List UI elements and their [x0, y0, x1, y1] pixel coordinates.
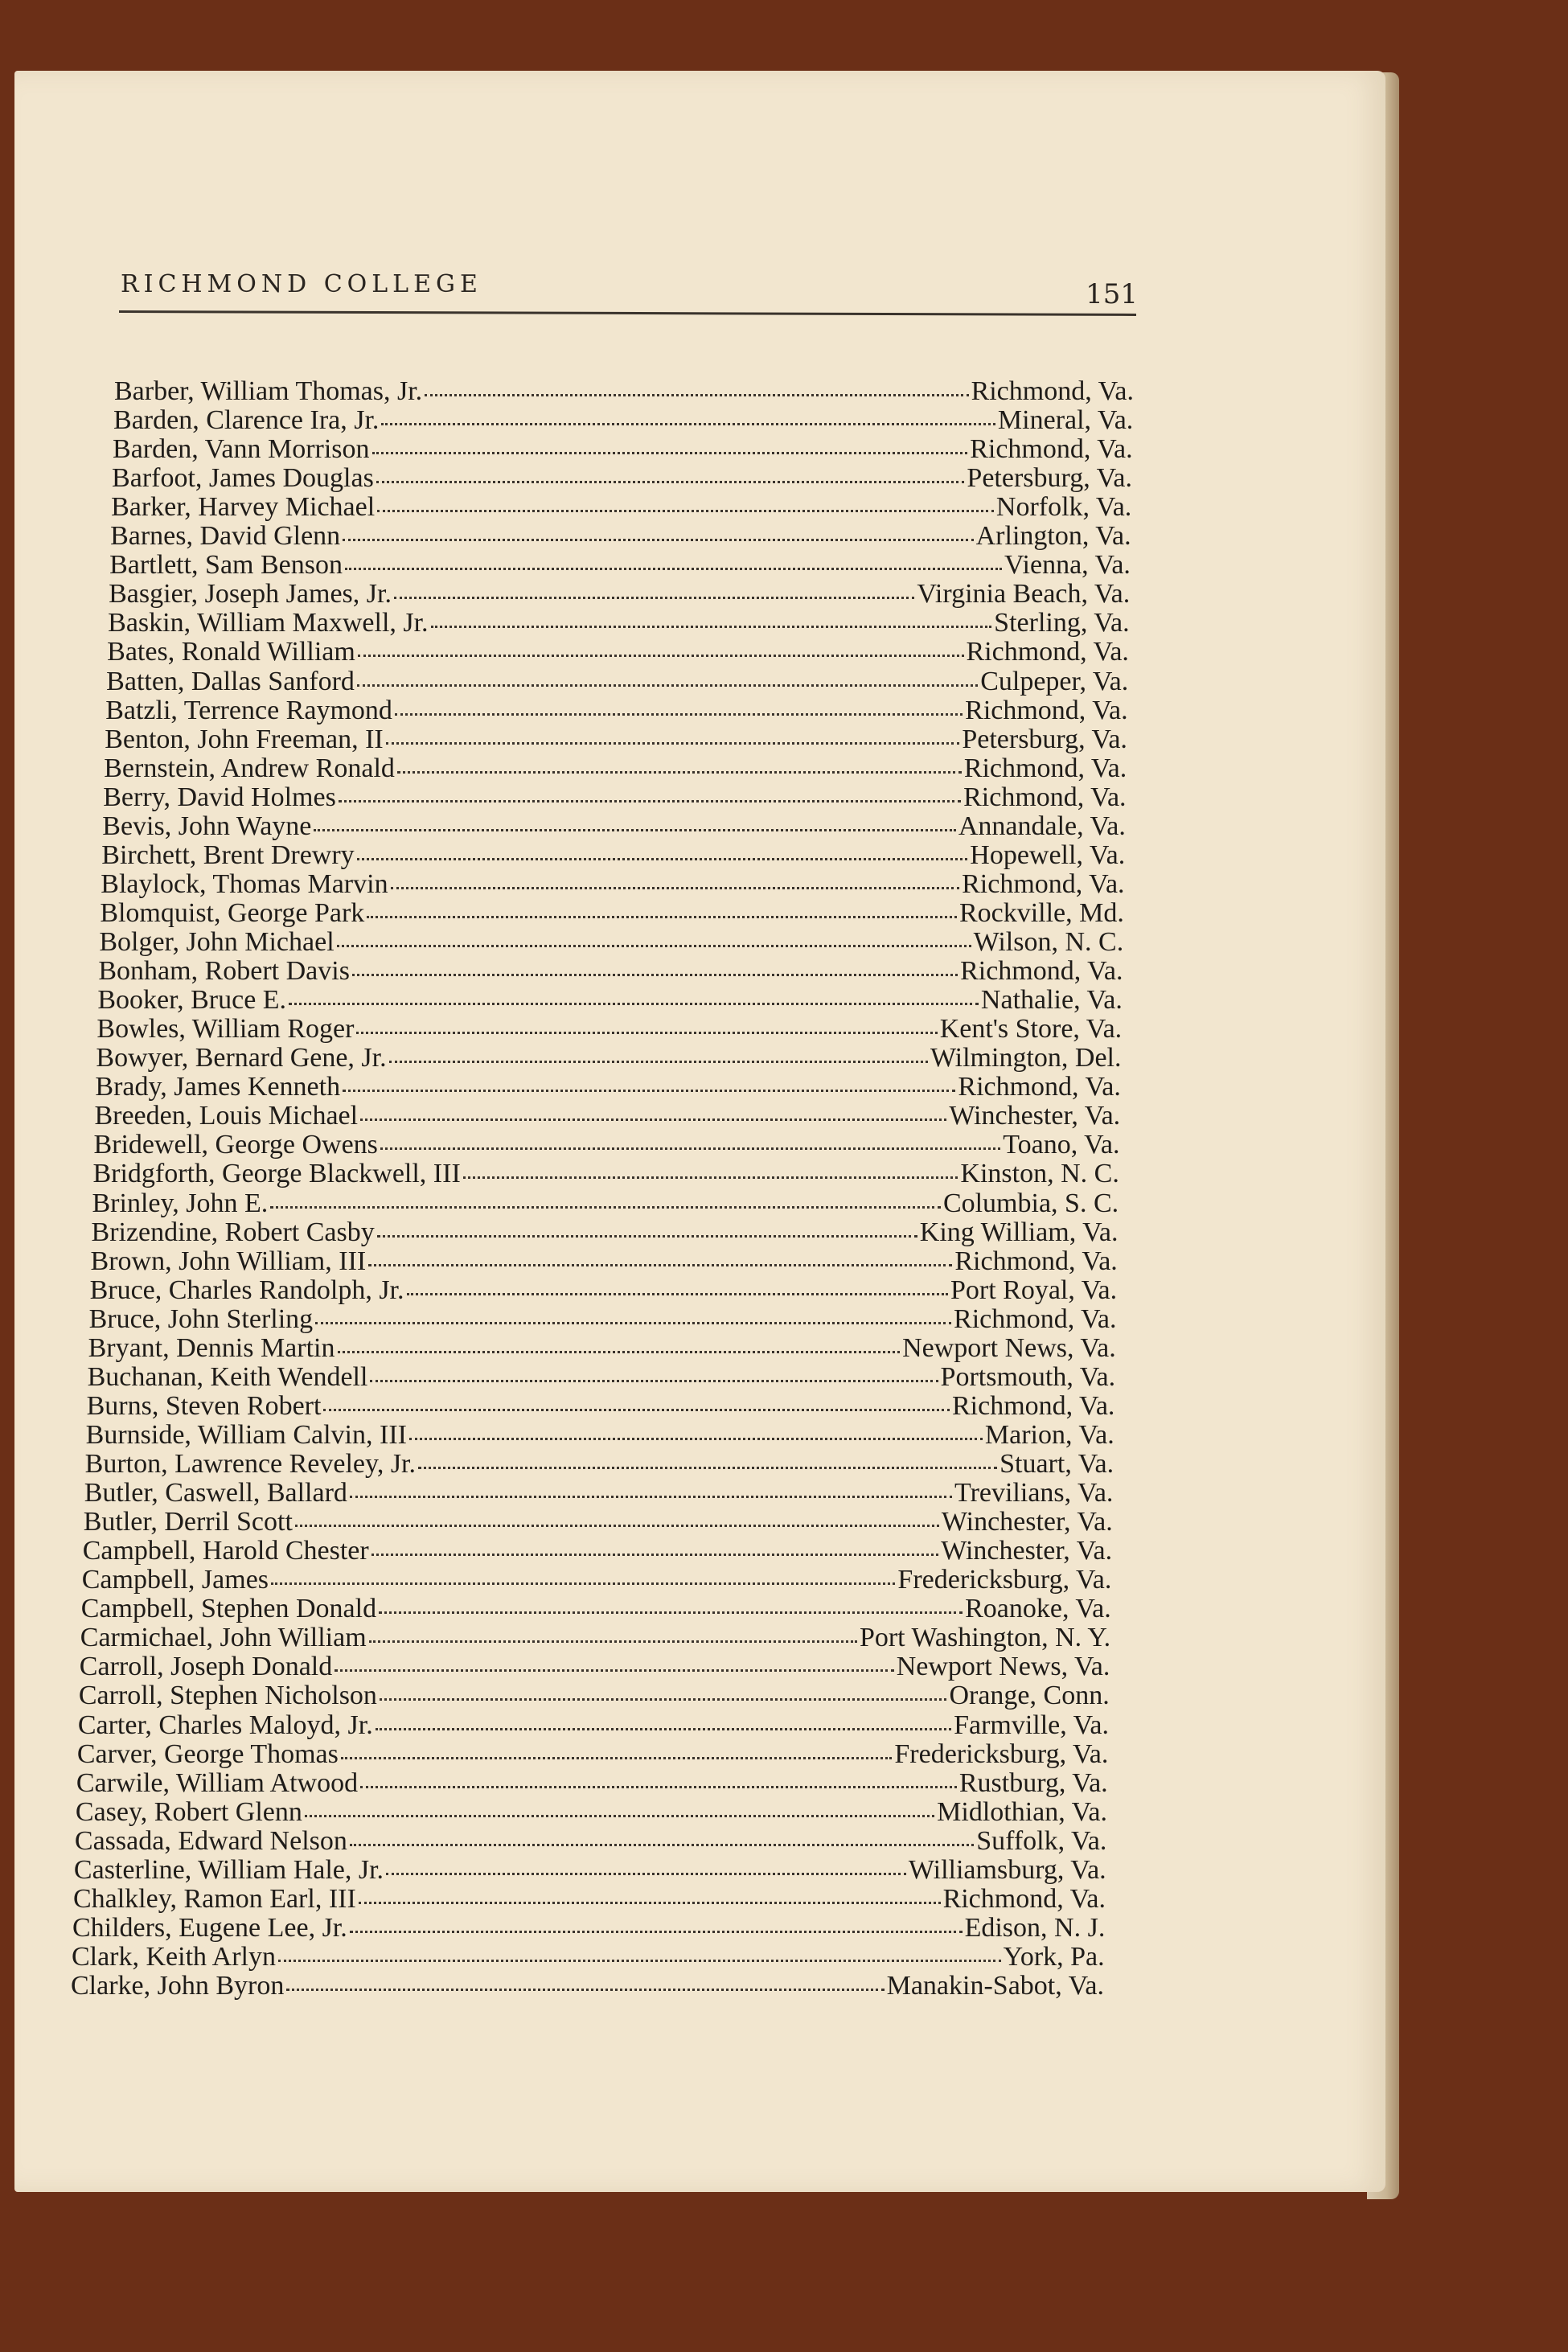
- dot-leader: [418, 1467, 997, 1469]
- hometown: Kent's Store, Va.: [939, 1014, 1123, 1045]
- list-item: [94, 1102, 1120, 1130]
- dot-leader: [350, 1931, 963, 1933]
- student-name: Clarke, John Byron: [71, 1971, 285, 2001]
- list-item: [76, 1767, 1108, 1798]
- list-item: [88, 1303, 1117, 1334]
- hometown: Winchester, Va.: [949, 1101, 1121, 1131]
- dot-leader: [380, 1698, 947, 1701]
- list-item: [85, 1451, 1114, 1478]
- dot-leader: [350, 1844, 974, 1846]
- list-item: [107, 638, 1129, 666]
- hometown: Richmond, Va.: [963, 753, 1127, 783]
- dot-leader: [394, 597, 914, 599]
- list-item: [105, 697, 1127, 724]
- student-name: Bridgforth, George Blackwell, III: [92, 1159, 461, 1189]
- student-name: Butler, Caswell, Ballard: [84, 1478, 347, 1508]
- student-name: Benton, John Freeman, II: [105, 724, 384, 754]
- hometown: Fredericksburg, Va.: [894, 1738, 1109, 1769]
- hometown: Stuart, Va.: [999, 1449, 1114, 1480]
- list-item: [92, 1219, 1119, 1246]
- student-name: Campbell, Stephen Donald: [80, 1594, 377, 1624]
- hometown: Port Royal, Va.: [950, 1275, 1118, 1305]
- hometown: Vienna, Va.: [1004, 550, 1131, 581]
- hometown: Mineral, Va.: [997, 405, 1134, 436]
- student-name: Barden, Clarence Ira, Jr.: [113, 405, 380, 436]
- student-name: Bruce, Charles Randolph, Jr.: [89, 1275, 404, 1305]
- dot-leader: [369, 1640, 857, 1643]
- student-name: Bowyer, Bernard Gene, Jr.: [96, 1043, 387, 1073]
- dot-leader: [368, 1264, 952, 1266]
- student-name: Burnside, William Calvin, III: [85, 1419, 407, 1450]
- list-item: [75, 1796, 1108, 1827]
- student-name: Brinley, John E.: [92, 1188, 269, 1218]
- dot-leader: [337, 945, 971, 947]
- dot-leader: [338, 1351, 901, 1353]
- hometown: Richmond, Va.: [958, 1072, 1121, 1102]
- dot-leader: [271, 1582, 895, 1585]
- dot-leader: [341, 1757, 893, 1759]
- hometown: Hopewell, Va.: [970, 839, 1126, 870]
- hometown: Midlothian, Va.: [937, 1796, 1108, 1827]
- list-item: [113, 436, 1133, 463]
- student-name: Basgier, Joseph James, Jr.: [109, 579, 392, 610]
- dot-leader: [270, 1206, 941, 1209]
- list-item: [71, 1972, 1104, 2000]
- dot-leader: [323, 1409, 950, 1411]
- hometown: Trevilians, Va.: [954, 1478, 1114, 1508]
- page-number: 151: [1086, 278, 1138, 310]
- hometown: Richmond, Va.: [962, 868, 1125, 899]
- student-name: Batten, Dallas Sanford: [106, 666, 355, 696]
- hometown: Farmville, Va.: [954, 1710, 1110, 1740]
- student-name: Carroll, Stephen Nicholson: [78, 1681, 377, 1711]
- list-item: [71, 1941, 1105, 1972]
- hometown: Edison, N. J.: [964, 1912, 1106, 1943]
- dot-leader: [360, 1119, 946, 1121]
- list-item: [72, 1912, 1106, 1943]
- dot-leader: [371, 1554, 939, 1556]
- student-name: Cassada, Edward Nelson: [74, 1825, 347, 1856]
- student-name: Chalkley, Ramon Earl, III: [72, 1883, 356, 1914]
- student-name: Bevis, John Wayne: [102, 811, 312, 841]
- hometown: Newport News, Va.: [896, 1652, 1110, 1682]
- hometown: Orange, Conn.: [949, 1681, 1110, 1711]
- dot-leader: [367, 916, 957, 918]
- list-item: [79, 1682, 1110, 1710]
- student-name: Casey, Robert Glenn: [75, 1796, 302, 1827]
- dot-leader: [395, 713, 963, 716]
- student-name: Carroll, Joseph Donald: [79, 1652, 333, 1682]
- student-name: Carter, Charles Maloyd, Jr.: [77, 1710, 373, 1740]
- dot-leader: [357, 684, 978, 687]
- dot-leader: [389, 1061, 928, 1063]
- dot-leader: [425, 394, 968, 396]
- student-name: Batzli, Terrence Raymond: [105, 695, 392, 725]
- dot-leader: [360, 1786, 957, 1788]
- student-name: Baskin, William Maxwell, Jr.: [108, 608, 429, 638]
- hometown: Wilmington, Del.: [930, 1043, 1122, 1073]
- student-name: Bonham, Robert Davis: [98, 956, 350, 987]
- student-name: Barfoot, James Douglas: [112, 463, 374, 494]
- dot-leader: [315, 1322, 951, 1324]
- hometown: Portsmouth, Va.: [940, 1361, 1116, 1392]
- list-item: [96, 1045, 1121, 1072]
- hometown: Petersburg, Va.: [967, 463, 1132, 494]
- hometown: Marion, Va.: [984, 1419, 1114, 1450]
- dot-leader: [409, 1438, 983, 1440]
- student-name: Childers, Eugene Lee, Jr.: [72, 1912, 347, 1943]
- dot-leader: [356, 1032, 937, 1034]
- list-item: [99, 929, 1123, 956]
- dot-leader: [386, 1873, 906, 1875]
- dot-leader: [397, 771, 962, 774]
- hometown: York, Pa.: [1003, 1941, 1105, 1972]
- student-name: Barnes, David Glenn: [110, 521, 341, 552]
- student-name: Bruce, John Sterling: [88, 1303, 314, 1334]
- student-name: Blomquist, George Park: [100, 897, 365, 928]
- dot-leader: [381, 423, 995, 425]
- dot-leader: [335, 1669, 893, 1672]
- dot-leader: [372, 452, 968, 454]
- list-item: [92, 1190, 1119, 1217]
- list-item: [106, 668, 1128, 696]
- hometown: Fredericksburg, Va.: [897, 1565, 1112, 1595]
- dot-leader: [286, 1989, 884, 1991]
- list-item: [114, 378, 1134, 405]
- running-head: RICHMOND COLLEGE: [121, 270, 482, 298]
- hometown: Suffolk, Va.: [976, 1825, 1107, 1856]
- hometown: Arlington, Va.: [975, 521, 1131, 552]
- hometown: Sterling, Va.: [994, 608, 1130, 638]
- student-name: Blaylock, Thomas Marvin: [101, 868, 388, 899]
- student-name: Berry, David Holmes: [103, 782, 336, 812]
- hometown: Roanoke, Va.: [965, 1594, 1111, 1624]
- list-item: [74, 1825, 1107, 1856]
- hometown: Rockville, Md.: [958, 897, 1124, 928]
- list-item: [101, 839, 1126, 870]
- list-item: [101, 868, 1125, 899]
- hometown: Toano, Va.: [1003, 1130, 1120, 1160]
- list-item: [109, 581, 1130, 608]
- student-name: Buchanan, Keith Wendell: [87, 1361, 368, 1392]
- list-item: [90, 1277, 1118, 1304]
- hometown: Kinston, N. C.: [960, 1159, 1119, 1189]
- student-name: Barker, Harvey Michael: [111, 492, 376, 523]
- list-item: [73, 1854, 1106, 1885]
- list-item: [110, 523, 1131, 550]
- list-item: [105, 726, 1127, 753]
- dot-leader: [352, 974, 958, 976]
- student-name: Booker, Bruce E.: [97, 985, 287, 1016]
- student-name: Brady, James Kenneth: [95, 1072, 341, 1102]
- student-name: Carwile, William Atwood: [76, 1767, 359, 1798]
- hometown: Winchester, Va.: [941, 1536, 1113, 1566]
- list-item: [96, 1016, 1122, 1043]
- list-item: [92, 1160, 1119, 1188]
- student-name: Burns, Steven Robert: [86, 1390, 322, 1421]
- list-item: [88, 1332, 1116, 1363]
- student-name: Bernstein, Andrew Ronald: [104, 753, 395, 783]
- list-item: [98, 958, 1123, 985]
- student-name: Carmichael, John William: [80, 1623, 367, 1653]
- list-item: [102, 813, 1126, 840]
- student-name: Butler, Derril Scott: [83, 1507, 293, 1537]
- hometown: Nathalie, Va.: [980, 985, 1123, 1016]
- list-item: [80, 1653, 1110, 1681]
- hometown: Rustburg, Va.: [958, 1767, 1108, 1798]
- student-name: Campbell, Harold Chester: [82, 1536, 369, 1566]
- list-item: [76, 1738, 1109, 1769]
- dot-leader: [380, 1147, 1000, 1150]
- student-name: Brizendine, Robert Casby: [91, 1217, 375, 1247]
- dot-leader: [343, 1090, 955, 1092]
- list-item: [84, 1480, 1114, 1507]
- dot-leader: [295, 1525, 939, 1527]
- list-item: [100, 897, 1124, 928]
- student-name: Breeden, Louis Michael: [94, 1101, 359, 1131]
- dot-leader: [376, 1728, 951, 1730]
- list-item: [72, 1883, 1106, 1914]
- student-name: Brown, John William, III: [90, 1246, 367, 1276]
- list-item: [95, 1073, 1120, 1101]
- hometown: Richmond, Va.: [954, 1303, 1117, 1334]
- dot-leader: [431, 626, 992, 628]
- list-item: [104, 755, 1127, 782]
- hometown: Richmond, Va.: [966, 637, 1129, 667]
- hometown: Richmond, Va.: [963, 782, 1127, 812]
- list-item: [80, 1624, 1110, 1652]
- hometown: Columbia, S. C.: [942, 1188, 1119, 1218]
- hometown: Port Washington, N. Y.: [859, 1623, 1111, 1653]
- list-item: [78, 1712, 1109, 1739]
- dot-leader: [343, 539, 973, 541]
- list-item: [103, 784, 1126, 811]
- student-name: Bridewell, George Owens: [93, 1130, 378, 1160]
- dot-leader: [379, 1611, 963, 1614]
- list-item: [93, 1131, 1119, 1159]
- student-name: Barber, William Thomas, Jr.: [114, 376, 423, 406]
- list-item: [112, 465, 1132, 492]
- hometown: Williamsburg, Va.: [908, 1854, 1106, 1885]
- hometown: Annandale, Va.: [958, 811, 1126, 841]
- hometown: King William, Va.: [919, 1217, 1119, 1247]
- student-name: Bowles, William Roger: [96, 1014, 355, 1045]
- dot-leader: [377, 510, 994, 512]
- hometown: Richmond, Va.: [970, 434, 1133, 465]
- list-item: [84, 1508, 1113, 1536]
- dot-leader: [407, 1293, 948, 1295]
- list-item: [113, 407, 1133, 434]
- hometown: Petersburg, Va.: [962, 724, 1127, 754]
- list-item: [108, 610, 1129, 637]
- student-name: Campbell, James: [81, 1565, 269, 1595]
- student-name: Bates, Ronald William: [107, 637, 355, 667]
- dot-leader: [463, 1176, 958, 1179]
- list-item: [86, 1390, 1115, 1421]
- student-name: Bartlett, Sam Benson: [109, 550, 343, 581]
- dot-leader: [350, 1496, 952, 1498]
- dot-leader: [278, 1960, 1001, 1962]
- list-item: [83, 1537, 1112, 1565]
- list-item: [97, 987, 1122, 1014]
- hometown: Manakin-Sabot, Va.: [886, 1971, 1104, 2001]
- hometown: Richmond, Va.: [971, 376, 1134, 406]
- dot-leader: [376, 481, 965, 483]
- student-name: Bolger, John Michael: [99, 927, 335, 958]
- student-name: Casterline, William Hale, Jr.: [73, 1854, 384, 1885]
- student-name: Birchett, Brent Drewry: [101, 839, 355, 870]
- list-item: [111, 494, 1131, 521]
- dot-leader: [358, 655, 964, 657]
- dot-leader: [370, 1380, 938, 1382]
- dot-leader: [289, 1003, 979, 1005]
- list-item: [109, 552, 1131, 579]
- hometown: Richmond, Va.: [952, 1390, 1115, 1421]
- hometown: Richmond, Va.: [942, 1883, 1106, 1914]
- hometown: Richmond, Va.: [960, 956, 1123, 987]
- dot-leader: [305, 1815, 934, 1817]
- student-name: Carver, George Thomas: [76, 1738, 339, 1769]
- dot-leader: [377, 1235, 917, 1238]
- list-item: [87, 1361, 1116, 1392]
- list-item: [81, 1595, 1111, 1623]
- student-name: Bryant, Dennis Martin: [88, 1332, 335, 1363]
- student-name: Barden, Vann Morrison: [113, 434, 370, 465]
- list-item: [82, 1566, 1112, 1594]
- student-name: Burton, Lawrence Reveley, Jr.: [84, 1449, 416, 1480]
- list-item: [91, 1248, 1118, 1275]
- list-item: [85, 1419, 1114, 1450]
- student-name: Clark, Keith Arlyn: [71, 1941, 276, 1972]
- dot-leader: [339, 800, 961, 802]
- dot-leader: [391, 887, 960, 889]
- dot-leader: [386, 742, 960, 745]
- dot-leader: [345, 568, 1002, 570]
- hometown: Richmond, Va.: [954, 1246, 1118, 1276]
- hometown: Richmond, Va.: [965, 695, 1128, 725]
- dot-leader: [314, 829, 955, 831]
- hometown: Wilson, N. C.: [973, 927, 1124, 958]
- hometown: Virginia Beach, Va.: [917, 579, 1131, 610]
- hometown: Norfolk, Va.: [995, 492, 1132, 523]
- dot-leader: [359, 1902, 941, 1904]
- hometown: Culpeper, Va.: [980, 666, 1129, 696]
- dot-leader: [357, 858, 968, 860]
- hometown: Newport News, Va.: [902, 1332, 1116, 1363]
- hometown: Winchester, Va.: [941, 1507, 1113, 1537]
